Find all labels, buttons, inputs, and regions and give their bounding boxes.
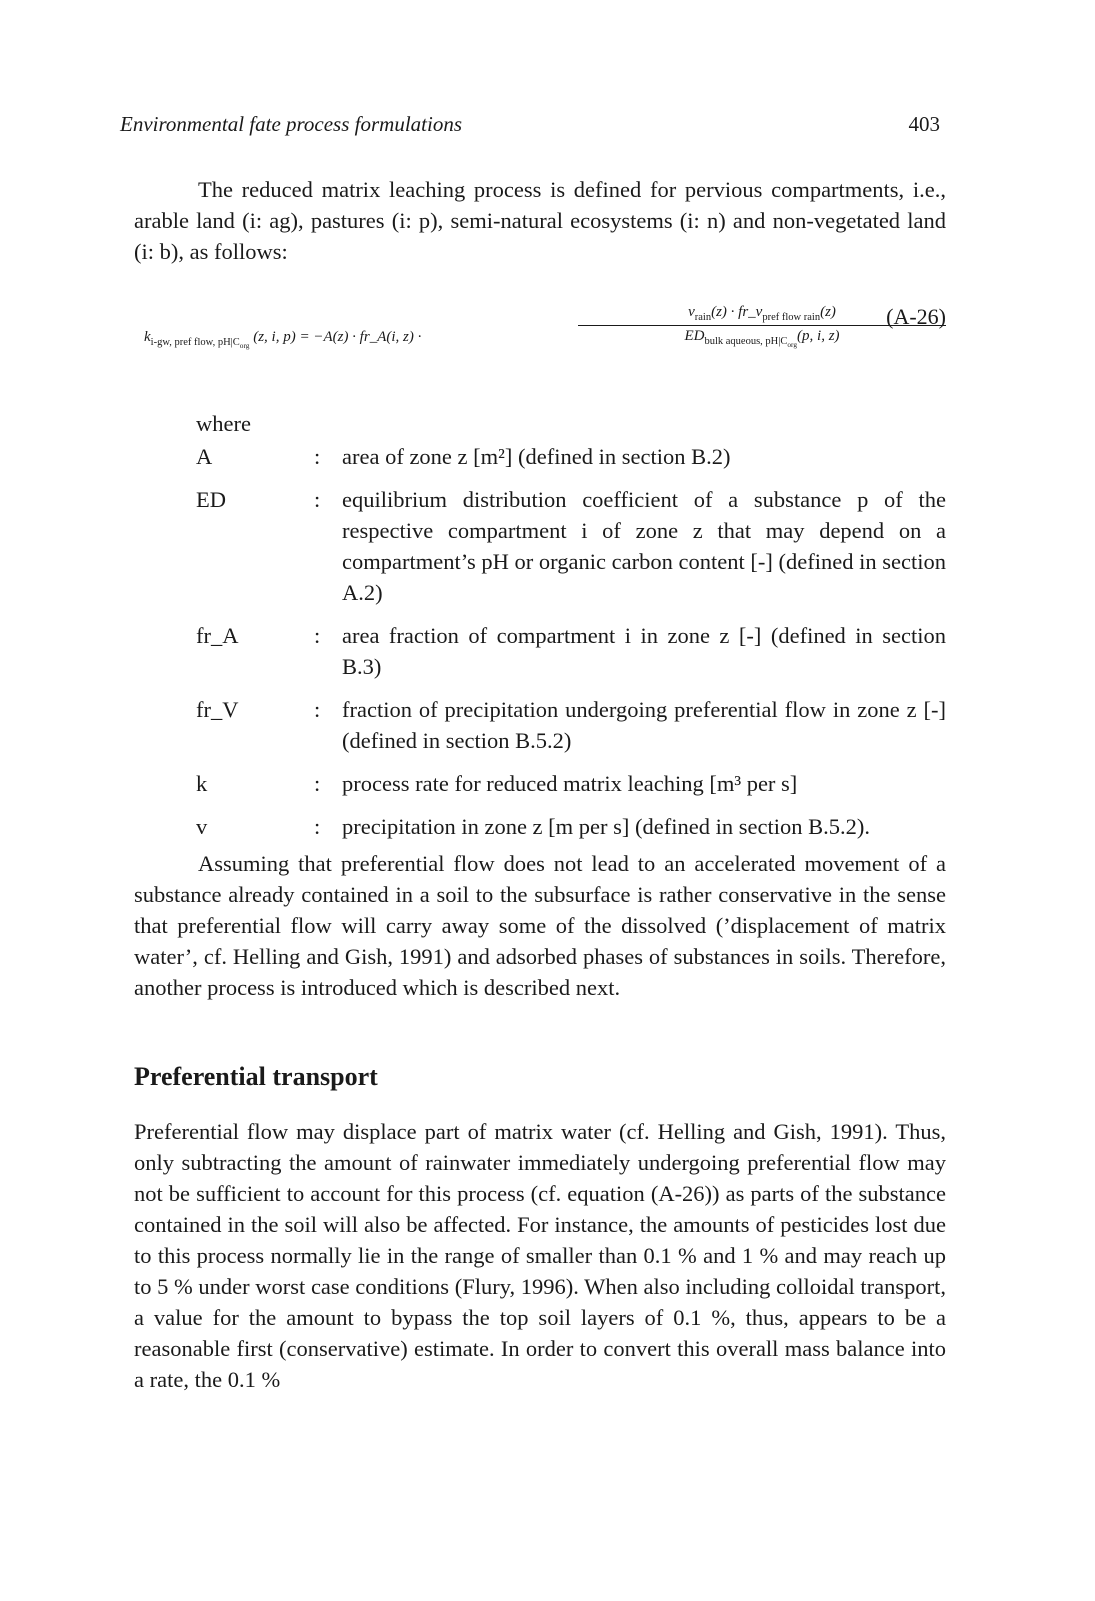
definition-symbol: k	[196, 771, 208, 796]
definition-text: area of zone z [m²] (defined in section B.2)	[342, 444, 731, 469]
equation-number: (A-26)	[886, 304, 946, 329]
definition-list	[196, 441, 946, 854]
definition-row	[196, 694, 946, 756]
definition-colon: :	[314, 487, 321, 512]
equation-numerator: $v_{rain}(z)$ · $fr\_v_{pref flow rain}(z)$	[688, 304, 836, 323]
equation-a26	[134, 304, 946, 374]
definition-row	[196, 768, 946, 799]
definition-symbol: A	[196, 444, 213, 469]
section-heading: Preferential transport	[134, 1062, 378, 1091]
definition-text: precipitation in zone z [m per s] (defined in section B.5.2).	[342, 814, 870, 839]
definition-text: area fraction of compartment i in zone z [-] (defined in section B.3)	[342, 623, 946, 679]
definition-symbol: v	[196, 814, 208, 839]
definition-row	[196, 620, 946, 682]
definition-colon: :	[314, 623, 321, 648]
definition-text: equilibrium distribution coefficient of a substance p of the respective compartment i of zone z that may depend on a compartment’s pH or organic carbon content [-] (defined in section A.2)	[342, 487, 946, 605]
definition-colon: :	[314, 697, 321, 722]
definition-colon: :	[314, 771, 321, 796]
definition-row	[196, 484, 946, 608]
equation-lhs: $k_{i-gw, pref flow, pH|C_{org}}$ (z, i, p) = −A(z) · fr_A(i, z) ·	[144, 329, 422, 351]
paragraph-preferential-transport: Preferential flow may displace part of matrix water (cf. Helling and Gish, 1991). Thus, only subtracting the amount of rainwater immediately undergoing preferential flow may not be sufficient to account for this process (cf. equation (A-26)) as parts of the substance contained in the soil will also be affected. For instance, the amounts of pesticides lost due to this process normally lie in the range of smaller than 0.1 % and 1 % and may reach up to 5 % under worst case conditions (Flury, 1996). When also including colloidal transport, a value for the amount to bypass the top soil layers of 0.1 %, thus, appears to be a reasonable first (conservative) estimate. In order to convert this overall mass balance into a rate, the 0.1 %	[134, 1119, 946, 1392]
page-number: 403	[908, 112, 940, 136]
running-title: Environmental fate process formulations	[120, 112, 462, 136]
equation-denominator: $ED_{bulk aqueous, pH|C_{org}}(p$, i, z)	[684, 328, 840, 350]
definition-colon: :	[314, 444, 321, 469]
definition-symbol: ED	[196, 487, 226, 512]
intro-paragraph: The reduced matrix leaching process is defined for pervious compartments, i.e., arable land (i: ag), pastures (i: p), semi-natural ecosystems (i: n) and non-vegetated land (i: b), as follows:	[134, 177, 946, 264]
definition-row	[196, 811, 946, 842]
running-header	[120, 112, 940, 142]
definition-text: process rate for reduced matrix leaching [m³ per s]	[342, 771, 798, 796]
definition-row	[196, 441, 946, 472]
definition-text: fraction of precipitation undergoing preferential flow in zone z [-] (defined in section B.5.2)	[342, 697, 946, 753]
definition-symbol: fr_V	[196, 697, 239, 722]
where-label: where	[196, 411, 251, 436]
paragraph-conservative: Assuming that preferential flow does not lead to an accelerated movement of a substance already contained in a soil to the subsurface is rather conservative in the sense that preferential flow will carry away some of the dissolved (’displacement of matrix water’, cf. Helling and Gish, 1991) and adsorbed phases of substances in soils. Therefore, another process is introduced which is described next.	[134, 851, 946, 1000]
definition-colon: :	[314, 814, 321, 839]
definition-symbol: fr_A	[196, 623, 239, 648]
